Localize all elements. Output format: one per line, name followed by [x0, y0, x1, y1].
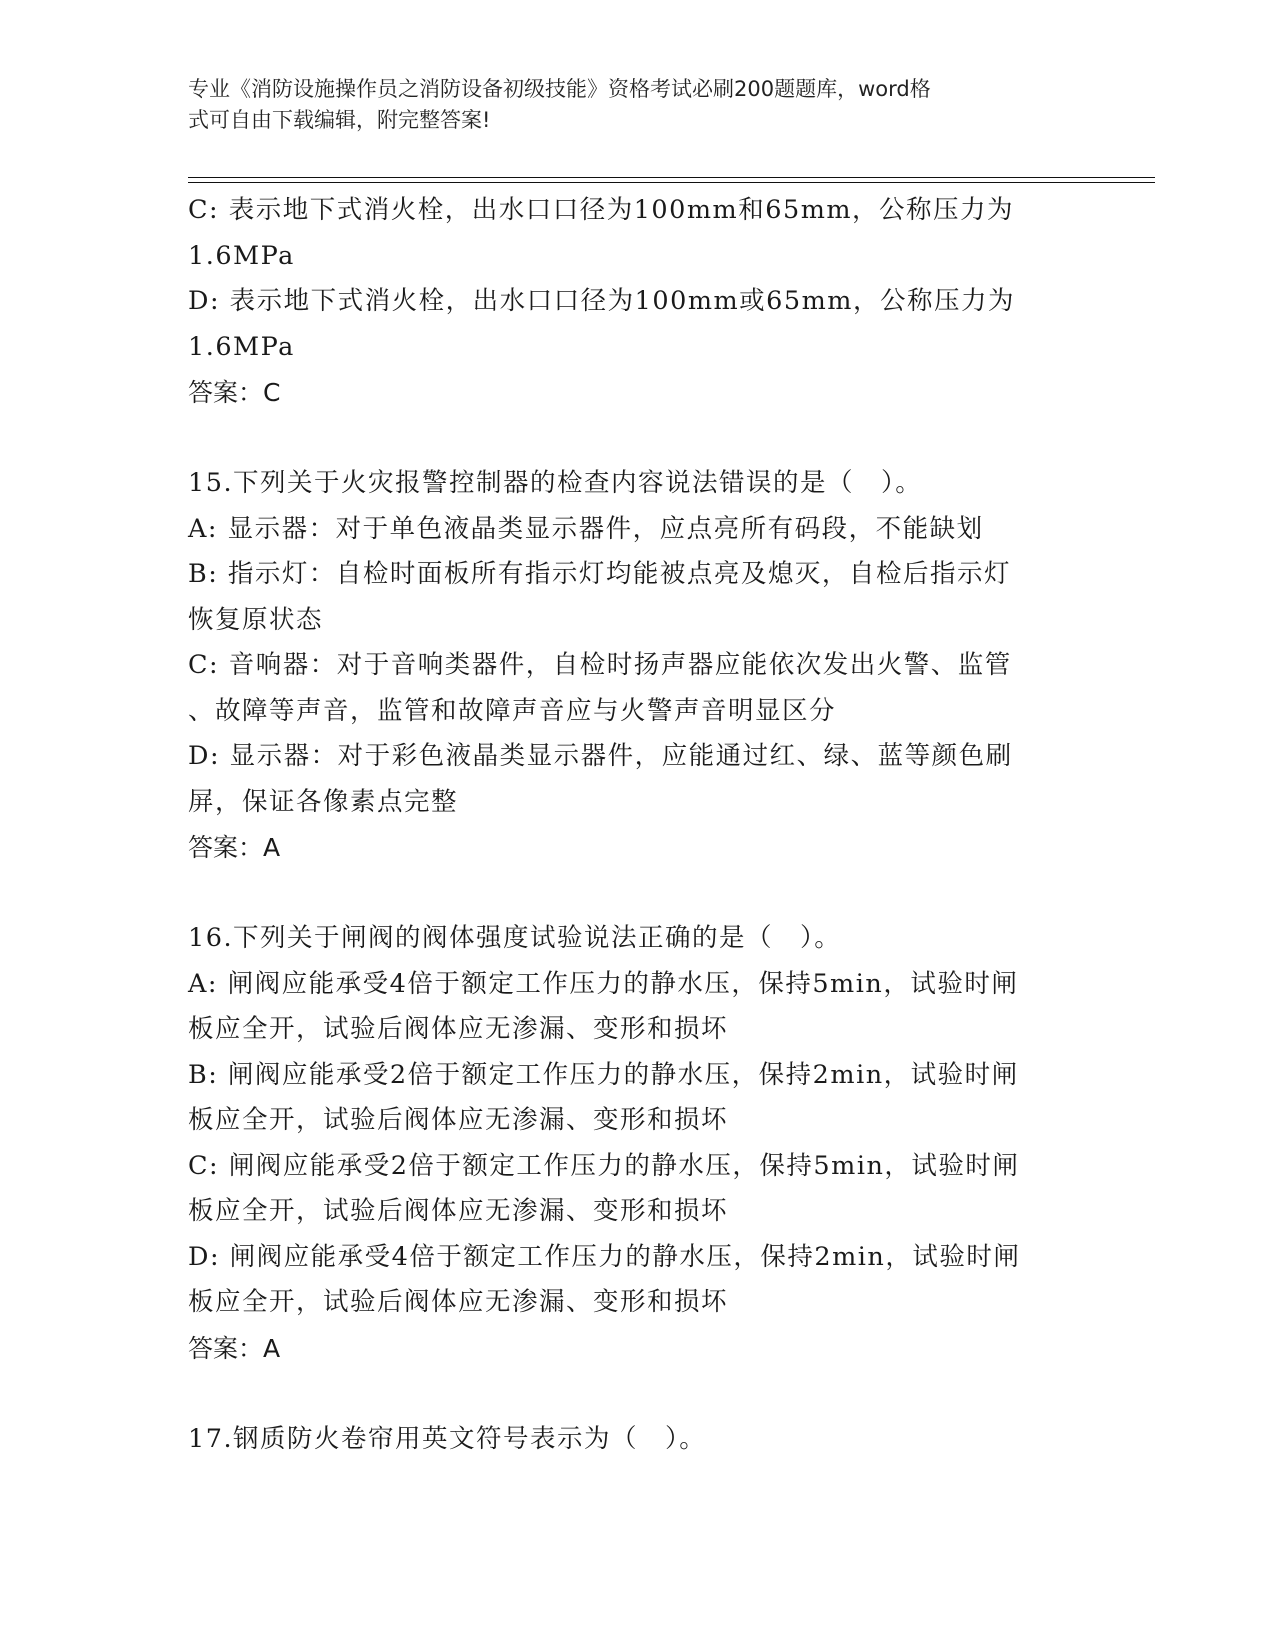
option-b-line2: 板应全开，试验后阀体应无渗漏、变形和损坏	[188, 1105, 729, 1135]
question-17-block	[188, 1417, 1088, 1463]
option-b-line1: B: 指示灯：自检时面板所有指示灯均能被点亮及熄灭，自检后指示灯	[188, 559, 1011, 589]
spacer	[188, 1371, 1088, 1417]
option-c-line1: C: 表示地下式消火栓，出水口口径为100mm和65mm，公称压力为	[188, 195, 1015, 225]
option-d-line1: D: 显示器：对于彩色液晶类显示器件，应能通过红、绿、蓝等颜色刷	[188, 741, 1013, 771]
answer: 答案：C	[188, 378, 281, 407]
answer: 答案：A	[188, 833, 281, 862]
header-title-line1: 专业《消防设施操作员之消防设备初级技能》资格考试必刷200题题库，word格	[188, 77, 931, 101]
option-a-line1: A: 显示器：对于单色液晶类显示器件，应点亮所有码段，不能缺划	[188, 513, 984, 544]
page-header	[188, 74, 1088, 136]
header-rule-top	[188, 177, 1155, 178]
question-15-block	[188, 461, 1088, 871]
option-b-line1: B: 闸阀应能承受2倍于额定工作压力的静水压，保持2min，试验时闸	[188, 1059, 1019, 1090]
option-c-line2: 1.6MPa	[188, 240, 295, 271]
option-d-line2: 屏，保证各像素点完整	[188, 786, 459, 817]
question-stem: 16.下列关于闸阀的阀体强度试验说法正确的是（ ）。	[188, 923, 842, 953]
option-d-line1: D: 闸阀应能承受4倍于额定工作压力的静水压，保持2min，试验时闸	[188, 1241, 1021, 1272]
option-a-line1: A: 闸阀应能承受4倍于额定工作压力的静水压，保持5min，试验时闸	[188, 968, 1019, 999]
option-d-line2: 板应全开，试验后阀体应无渗漏、变形和损坏	[188, 1287, 729, 1317]
spacer	[188, 416, 1088, 462]
option-b-line2: 恢复原状态	[188, 604, 324, 635]
header-rule-bottom	[188, 182, 1155, 183]
option-d-line1: D: 表示地下式消火栓，出水口口径为100mm或65mm，公称压力为	[188, 286, 1015, 316]
header-title-line2: 式可自由下载编辑，附完整答案!	[188, 108, 491, 132]
question-stem: 15.下列关于火灾报警控制器的检查内容说法错误的是（ ）。	[188, 468, 923, 498]
option-c-line2: 板应全开，试验后阀体应无渗漏、变形和损坏	[188, 1196, 729, 1226]
option-c-line1: C: 闸阀应能承受2倍于额定工作压力的静水压，保持5min，试验时闸	[188, 1150, 1020, 1181]
option-d-line2: 1.6MPa	[188, 331, 295, 362]
document-body	[188, 188, 1088, 1462]
spacer	[188, 871, 1088, 917]
answer: 答案：A	[188, 1333, 281, 1363]
previous-question-block	[188, 188, 1088, 416]
option-a-line2: 板应全开，试验后阀体应无渗漏、变形和损坏	[188, 1014, 729, 1044]
question-16-block	[188, 916, 1088, 1371]
option-c-line2: 、故障等声音，监管和故障声音应与火警声音明显区分	[188, 695, 837, 726]
question-stem: 17.钢质防火卷帘用英文符号表示为（ ）。	[188, 1423, 707, 1454]
option-c-line1: C: 音响器：对于音响类器件，自检时扬声器应能依次发出火警、监管	[188, 650, 1012, 680]
